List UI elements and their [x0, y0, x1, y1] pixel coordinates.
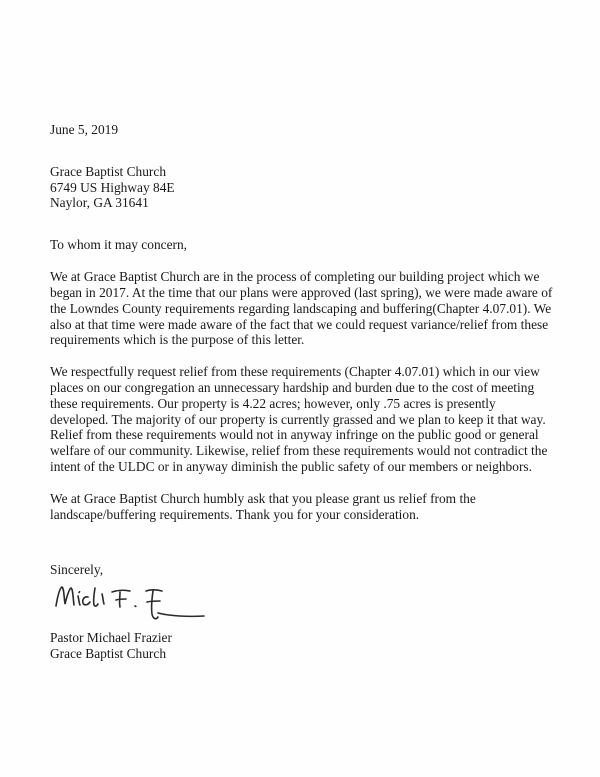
signer-org: Grace Baptist Church — [50, 646, 167, 662]
address-line-street: 6749 US Highway 84E — [50, 179, 175, 195]
paragraph-2: We respectfully request relief from these requirements (Chapter 4.07.01) which in our view places on our congregation an unnecessary hardship and burden due to the cost of meeting these requirements. Our property is 4.22 acres; however, only .75 acres is presently developed. The majority of our property is currently grassed and we plan to keep it that way. Relief from these requirements would not in anyway infringe on the public good or general welfare of our community. Likewise, relief from these requirements would not contradict the intent of the ULDC or in anyway diminish the public safety of our members or neighbors. — [50, 364, 548, 474]
address-line-city: Naylor, GA 31641 — [50, 195, 149, 211]
paragraph-1: We at Grace Baptist Church are in the process of completing our building project which we began in 2017. At the time that our plans were approved (last spring), we were made aware of the Lowndes County requirements regarding landscaping and buffering(Chapter 4.07.01). We also at that time were made aware of the fact that we could request variance/relief from these requirements which is the purpose of this letter. — [50, 269, 553, 348]
salutation: To whom it may concern, — [50, 237, 188, 253]
paragraph-3: We at Grace Baptist Church humbly ask that you please grant us relief from the landscape/buffering requirements. Thank you for your consideration. — [50, 490, 476, 522]
letter-date: June 5, 2019 — [50, 122, 119, 137]
sender-address-block — [50, 164, 554, 211]
letter-body — [50, 122, 554, 662]
signer-block — [50, 630, 554, 662]
signature-icon — [50, 580, 210, 626]
closing: Sincerely, — [50, 562, 104, 578]
handwritten-signature — [50, 580, 554, 626]
address-line-org: Grace Baptist Church — [50, 163, 167, 179]
signer-title: Pastor Michael Frazier — [50, 630, 172, 646]
